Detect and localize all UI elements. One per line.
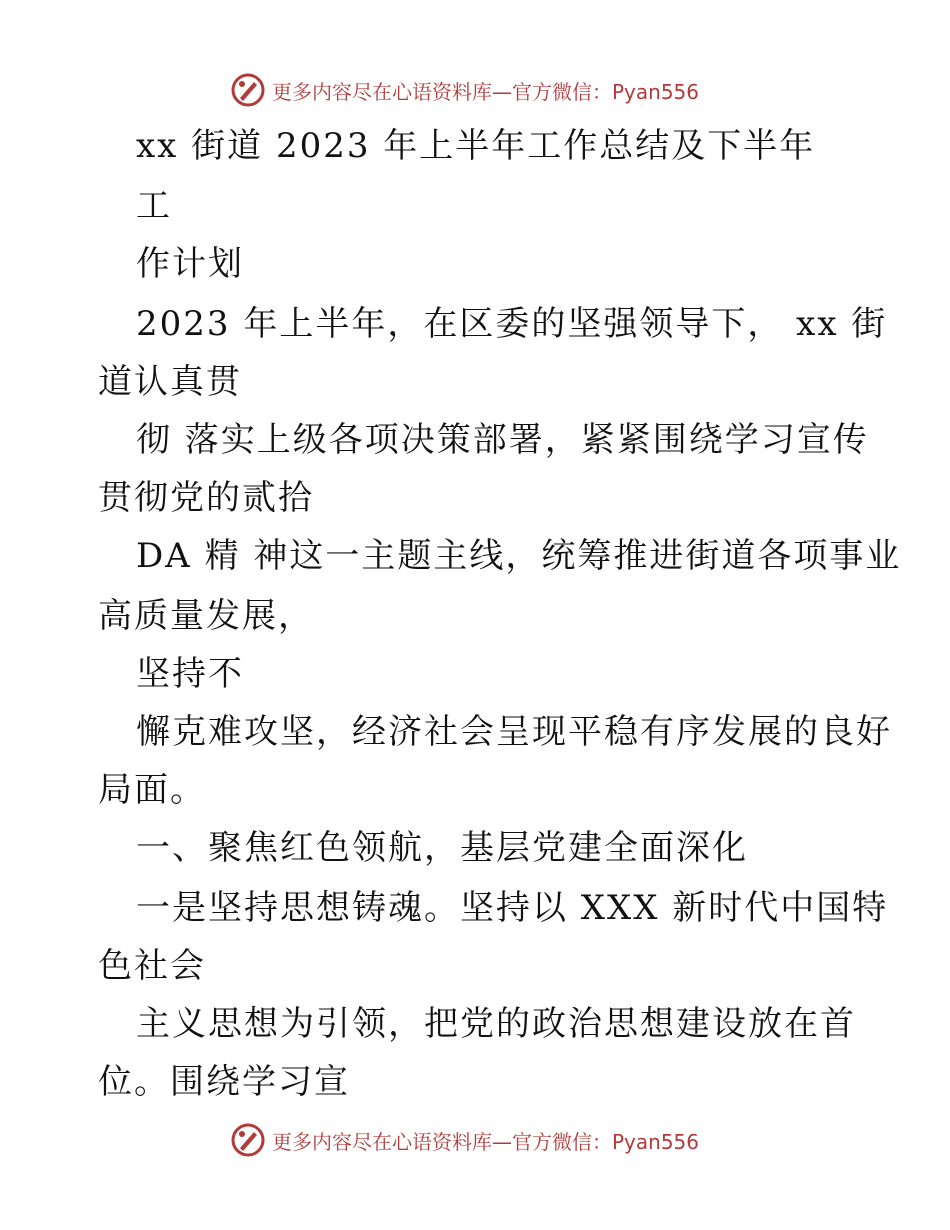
paragraph-line: 坚持不 [136, 654, 244, 694]
document-title-line-3: 作计划 [136, 244, 244, 284]
paragraph-line: 彻 落实上级各项决策部署，紧紧围绕学习宣传 [136, 420, 869, 460]
paragraph-line: 贯彻党的贰拾 [98, 478, 314, 518]
document-title-line-1: xx 街道 2023 年上半年工作总结及下半年 [136, 126, 816, 166]
paragraph-line: 一是坚持思想铸魂。坚持以 XXX 新时代中国特 [136, 888, 889, 928]
pen-logo-icon [230, 1122, 266, 1158]
paragraph-line: 道认真贯 [98, 362, 242, 402]
paragraph-line: 位。围绕学习宣 [98, 1062, 350, 1102]
watermark-text: 更多内容尽在心语资料库—官方微信：Pyan556 [272, 79, 700, 104]
pen-logo-icon [230, 72, 266, 108]
paragraph-line: 懈克难攻坚，经济社会呈现平稳有序发展的良好 [136, 712, 892, 752]
paragraph-line: 色社会 [98, 946, 206, 986]
watermark-banner-bottom [230, 1120, 730, 1160]
paragraph-line: 2023 年上半年，在区委的坚强领导下， xx 街 [136, 304, 888, 344]
paragraph-line: DA 精 神这一主题主线，统筹推进街道各项事业 [136, 536, 902, 576]
document-title-line-2: 工 [136, 186, 172, 226]
paragraph-line: 局面。 [98, 770, 206, 810]
section-heading: 一、聚焦红色领航，基层党建全面深化 [136, 828, 748, 868]
watermark-banner-top [230, 70, 730, 110]
paragraph-line: 高质量发展， [98, 596, 314, 636]
paragraph-line: 主义思想为引领，把党的政治思想建设放在首 [136, 1004, 856, 1044]
watermark-text: 更多内容尽在心语资料库—官方微信：Pyan556 [272, 1129, 700, 1154]
